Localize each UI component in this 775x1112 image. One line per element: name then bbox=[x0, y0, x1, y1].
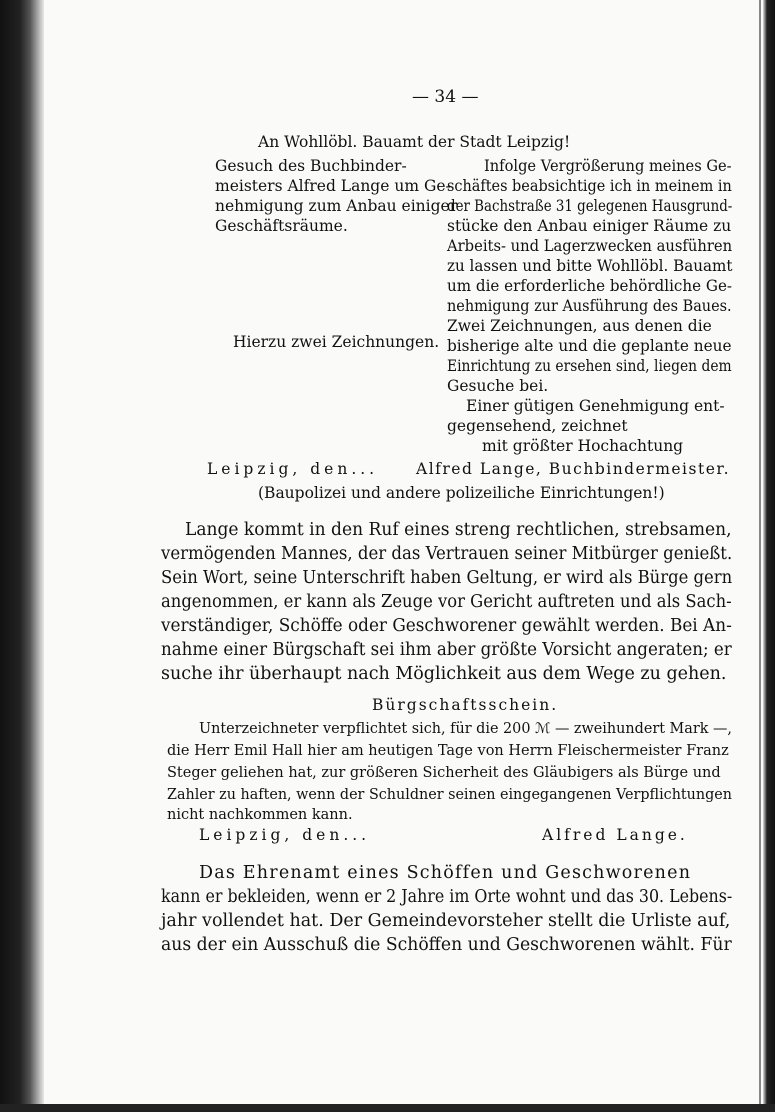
letter-left-line-3: nehmigung zum Anbau einiger bbox=[215, 197, 458, 215]
letter-right-line-7: um die erforderliche behördliche Ge- bbox=[447, 277, 733, 295]
paragraph-1-line-3: Sein Wort, seine Unterschrift haben Geltung, er wird als Bürge gern bbox=[161, 568, 733, 588]
paragraph-1-line-5: verständiger, Schöffe oder Geschworener gewählt werden. Bei An- bbox=[161, 616, 732, 636]
scan-left-edge bbox=[0, 0, 44, 1112]
letter-left-line-1: Gesuch des Buchbinder- bbox=[215, 157, 407, 175]
letter-right-line-6: zu lassen und bitte Wohllöbl. Bauamt bbox=[447, 257, 733, 275]
letter-left-line-2: meisters Alfred Lange um Ge- bbox=[215, 177, 451, 195]
letter-closing-3: mit größter Hochachtung bbox=[482, 437, 684, 455]
paragraph-1-line-2: vermögenden Mannes, der das Vertrauen seiner Mitbürger genießt. bbox=[161, 544, 733, 564]
paragraph-2-line-3: jahr vollendet hat. Der Gemeindevorsteher stellt die Urliste auf, bbox=[161, 911, 731, 931]
certificate-place: Leipzig, den... bbox=[199, 826, 371, 844]
letter-right-line-5: Arbeits- und Lagerzwecken ausführen bbox=[447, 237, 733, 255]
letter-right-line-4: stücke den Anbau einiger Räume zu bbox=[447, 217, 732, 235]
certificate-title: Bürgschaftsschein. bbox=[372, 696, 559, 714]
certificate-line-2: die Herr Emil Hall hier am heutigen Tage von Herrn Fleischermeister Franz bbox=[167, 743, 729, 759]
letter-right-line-1: Infolge Vergrößerung meines Ge- bbox=[484, 157, 732, 175]
paragraph-1-line-4: angenommen, er kann als Zeuge vor Gericht auftreten und als Sach- bbox=[161, 592, 732, 612]
paragraph-2-line-2: kann er bekleiden, wenn er 2 Jahre im Orte wohnt und das 30. Lebens- bbox=[161, 887, 733, 907]
letter-place: Leipzig, den... bbox=[207, 460, 379, 478]
scan-right-line bbox=[759, 0, 761, 1112]
scan-right-edge bbox=[763, 0, 775, 1112]
paragraph-1-line-6: nahme einer Bürgschaft sei ihm aber größte Vorsicht angeraten; er bbox=[161, 640, 732, 660]
attachment-note: Hierzu zwei Zeichnungen. bbox=[233, 333, 440, 351]
certificate-line-4: Zahler zu haften, wenn der Schuldner seinen eingegangenen Verpflichtungen bbox=[167, 787, 733, 803]
paragraph-2-line-1: Das Ehrenamt eines Schöffen und Geschworenen bbox=[199, 863, 692, 883]
letter-heading: An Wohllöbl. Bauamt der Stadt Leipzig! bbox=[258, 133, 571, 151]
certificate-line-3: Steger geliehen hat, zur größeren Sicherheit des Gläubigers als Bürge und bbox=[167, 765, 721, 781]
scan-bottom-edge bbox=[0, 1104, 775, 1112]
page-number: — 34 — bbox=[412, 87, 479, 107]
paragraph-2-line-4: aus der ein Ausschuß die Schöffen und Geschworenen wählt. Für bbox=[161, 935, 732, 955]
paragraph-1-line-7: suche ihr überhaupt nach Möglichkeit aus dem Wege zu gehen. bbox=[161, 664, 727, 684]
certificate-signature: Alfred Lange. bbox=[542, 826, 688, 844]
certificate-line-5: nicht nachkommen kann. bbox=[167, 807, 353, 823]
letter-right-line-9: Zwei Zeichnungen, aus denen die bbox=[447, 317, 712, 335]
letter-footnote: (Baupolizei und andere polizeiliche Einrichtungen!) bbox=[258, 484, 665, 502]
letter-left-line-4: Geschäftsräume. bbox=[215, 217, 348, 235]
letter-right-line-11: Einrichtung zu ersehen sind, liegen dem bbox=[447, 357, 732, 375]
letter-closing-2: gegensehend, zeichnet bbox=[447, 417, 628, 435]
letter-closing-1: Einer gütigen Genehmigung ent- bbox=[466, 397, 725, 415]
letter-signature: Alfred Lange, Buchbindermeister. bbox=[416, 460, 731, 478]
letter-right-line-2: schäftes beabsichtige ich in meinem in bbox=[447, 177, 732, 195]
letter-right-line-8: nehmigung zur Ausführung des Baues. bbox=[447, 297, 732, 315]
letter-right-line-10: bisherige alte und die geplante neue bbox=[447, 337, 732, 355]
letter-right-line-3: der Bachstraße 31 gelegenen Hausgrund- bbox=[447, 197, 733, 215]
letter-right-line-12: Gesuche bei. bbox=[447, 377, 549, 395]
paragraph-1-line-1: Lange kommt in den Ruf eines streng rechtlichen, strebsamen, bbox=[185, 520, 732, 540]
certificate-line-1: Unterzeichneter verpflichtet sich, für die 200 ℳ — zweihundert Mark —, bbox=[199, 721, 732, 737]
